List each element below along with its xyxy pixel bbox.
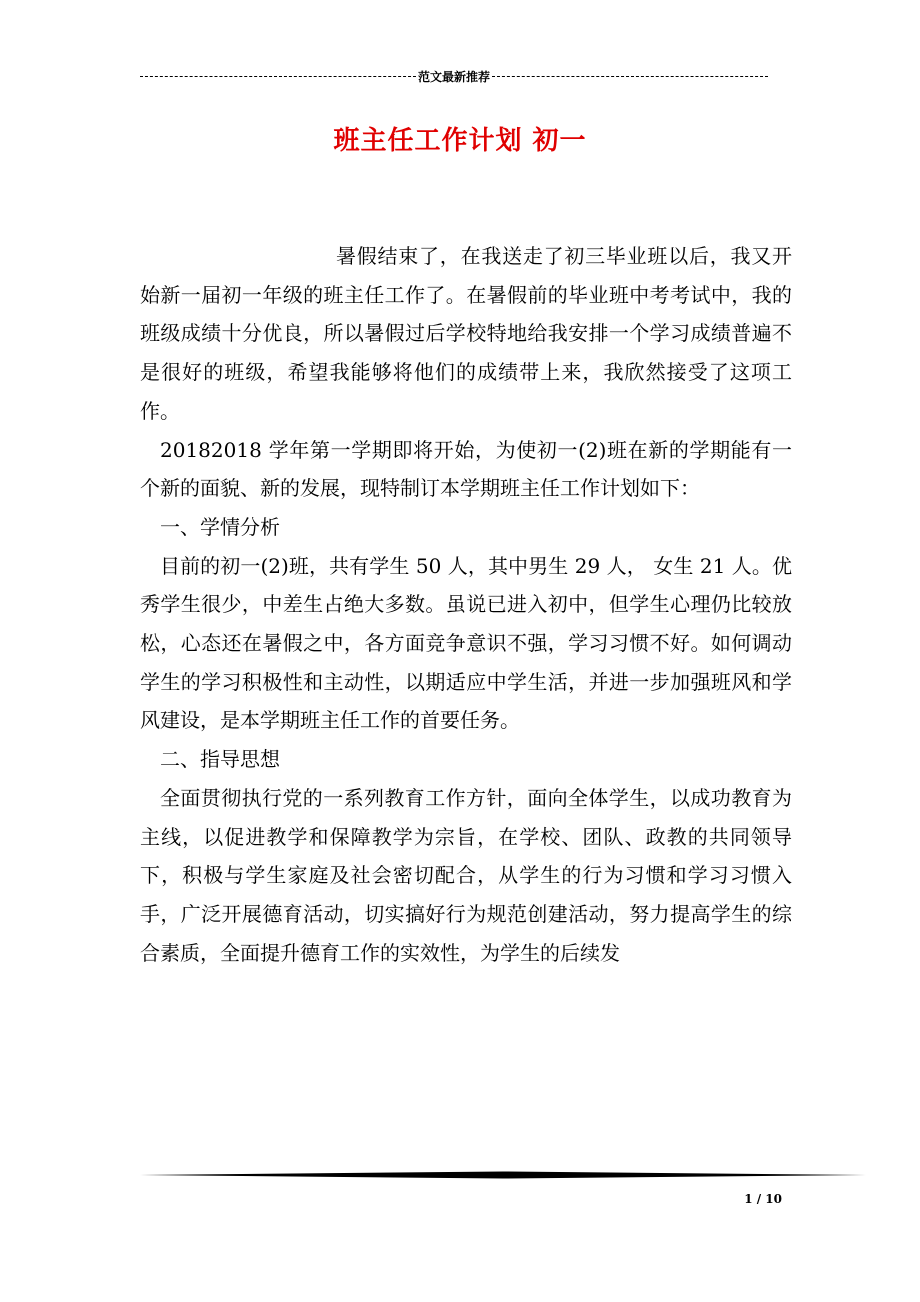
- document-body: [140, 237, 792, 972]
- footer-rule: [140, 1170, 866, 1180]
- page-number: 1 / 10: [744, 1192, 782, 1206]
- header-dashed-line-right: [492, 76, 768, 77]
- section-heading-situation: 一、学情分析: [160, 514, 280, 539]
- paragraph-plan-statement: 20182018 学年第一学期即将开始，为使初一(2)班在新的学期能有一个新的面貌、新的发展，现特制订本学期班主任工作计划如下：: [140, 437, 792, 501]
- document-title: 班主任工作计划 初一: [333, 126, 587, 156]
- page-header: [140, 66, 768, 86]
- paragraph-guiding: 全面贯彻执行党的一系列教育工作方针，面向全体学生，以成功教育为主线，以促进教学和保障教学为宗旨，在学校、团队、政教的共同领导下，积极与学生家庭及社会密切配合，从学生的行为习惯和学习习惯入手，广泛开展德育活动，切实搞好行为规范创建活动，努力提高学生的综合素质，全面提升德育工作的实效性，为学生的后续发: [140, 785, 792, 965]
- section-heading-guiding: 二、指导思想: [160, 747, 280, 772]
- paragraph-situation: 目前的初一(2)班，共有学生 50 人，其中男生 29 人， 女生 21 人。优秀学生很少，中差生占绝大多数。虽说已进入初中，但学生心理仍比较放松，心态还在暑假之中，各方面竞争意识不强，学习习惯不好。如何调动学生的学习积极性和主动性，以期适应中学生活，并进一步加强班风和学风建设，是本学期班主任工作的首要任务。: [140, 553, 792, 733]
- header-label: 范文最新推荐: [418, 69, 491, 84]
- header-dashed-line-left: [140, 76, 416, 77]
- paragraph-intro: 暑假结束了，在我送走了初三毕业班以后，我又开始新一届初一年级的班主任工作了。在暑假前的毕业班中考考试中，我的班级成绩十分优良，所以暑假过后学校特地给我安排一个学习成绩普遍不是很好的班级，希望我能够将他们的成绩带上来，我欣然接受了这项工作。: [140, 244, 792, 423]
